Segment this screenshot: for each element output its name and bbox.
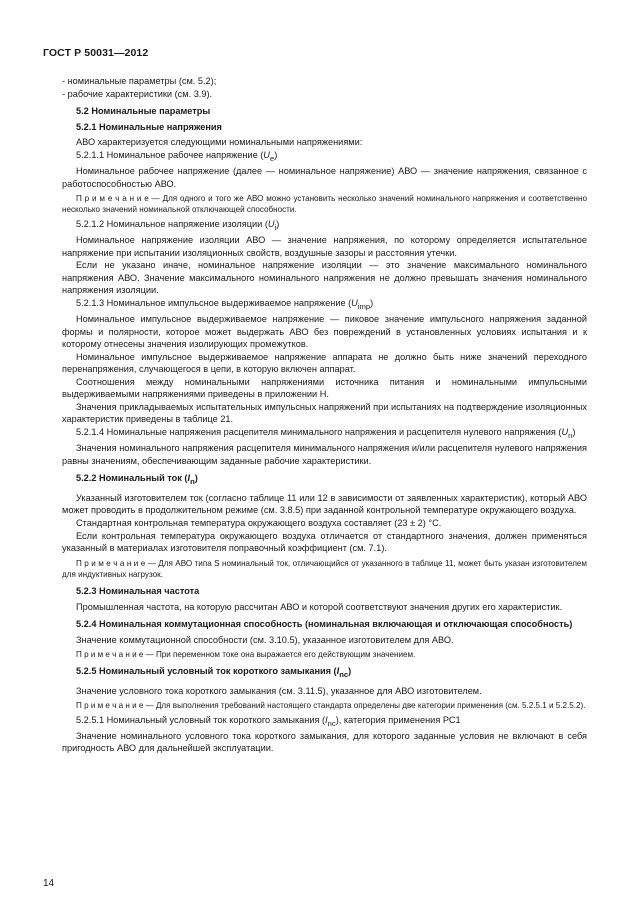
note: П р и м е ч а н и е — Для АВО типа S номинальный ток, отличающийся от указанного в таблице 11, может быть указан изготовителем для индуктивных нагрузок.	[62, 558, 587, 579]
subsection-heading: 5.2.3 Номинальная частота	[76, 586, 200, 596]
paragraph: Стандартная контрольная температура окружающего воздуха составляет (23 ± 2) °С.	[76, 517, 442, 528]
note: П р и м е ч а н и е — Для выполнения требований настоящего стандарта определены две категории применения (см. 5.2.5.1 и 5.2.5.2).	[76, 701, 586, 711]
clause-title: 5.2.1.1 Номинальное рабочее напряжение $(U_e)$	[76, 149, 278, 163]
paragraph: Значения номинального напряжения расцепителя минимального напряжения и/или расцепителя нулевого напряжения равны значениям, обеспечивающим заданные рабочие характеристики.	[62, 443, 587, 466]
note: П р и м е ч а н и е — Для одного и того же АВО можно установить несколько значений номинального напряжения и соответственно несколько значений номинальной отключающей способности.	[62, 194, 587, 215]
note: П р и м е ч а н и е — При переменном токе она выражается его действующим значением.	[76, 650, 416, 660]
list-item: - рабочие характеристики (см. 3.9).	[62, 88, 213, 99]
list-item: - номинальные параметры (см. 5.2);	[62, 76, 217, 86]
subsection-heading: 5.2.4 Номинальная коммутационная способность (номинальная включающая и отключающая способность)	[76, 619, 573, 630]
clause-title: 5.2.1.4 Номинальные напряжения расцепителя минимального напряжения и расцепителя нулевого напряжения $(U_n)$	[76, 427, 576, 440]
paragraph: Указанный изготовителем ток (согласно таблице 11 или 12 в зависимости от заявленных характеристик), который АВО может проводить в продолжительном режиме (см. 3.8.5) при заданной контрольной температуре окружающего воздуха.	[62, 492, 587, 516]
paragraph: Значение коммутационной способности (см. 3.10.5), указанное изготовителем для АВО.	[76, 634, 454, 645]
section-heading: 5.2 Номинальные параметры	[76, 106, 211, 117]
page-number: 14	[43, 878, 55, 889]
subsection-heading: 5.2.5 Номинальный условный ток короткого замыкания $(I_{nc})$	[76, 666, 352, 680]
clause-title: 5.2.5.1 Номинальный условный ток короткого замыкания $(I_{nc})$, категория применения РС1	[76, 714, 461, 728]
clause-title: 5.2.1.3 Номинальное импульсное выдерживаемое напряжение $(U_{imp})$	[76, 297, 374, 311]
document-body	[62, 75, 587, 755]
paragraph: Промышленная частота, на которую рассчитан АВО и которой соответствуют значения других его характеристик.	[76, 601, 563, 612]
paragraph: Номинальное рабочее напряжение (далее — номинальное напряжение) АВО — значение напряжения, связанное с работоспособностью АВО.	[62, 166, 587, 189]
paragraph: Значения прикладываемых испытательных импульсных напряжений при испытаниях на подтверждение изоляционных характеристик приведены в таблице 21.	[62, 401, 587, 425]
paragraph: Номинальное импульсное выдерживаемое напряжение аппарата не должно быть ниже значений переходного перенапряжения, случающегося в цепи, в которую включен аппарат.	[62, 351, 587, 375]
subsection-heading: 5.2.1 Номинальные напряжения	[76, 121, 222, 132]
paragraph: Значение номинального условного тока короткого замыкания, для которого заданные условия не включают в себя пригодность АВО для дальнейшей эксплуатации.	[62, 730, 587, 754]
paragraph: Если контрольная температура окружающего воздуха отличается от стандартного значения, должен применяться указанный в материалах изготовителя поправочный коэффициент (см. 7.1).	[62, 530, 587, 554]
paragraph: Соотношения между номинальными напряжениями источника питания и номинальными импульсными выдерживаемыми напряжениями приведены в приложении Н.	[62, 376, 587, 400]
clause-title: 5.2.1.2 Номинальное напряжение изоляции $(U_i)$	[76, 218, 280, 232]
paragraph: Если не указано иначе, номинальное напряжение изоляции — это значение максимального номинального напряжения АВО. Значение максимального номинального напряжения не должно превышать значения номинального напряжения изоляции.	[62, 260, 587, 296]
paragraph: Номинальное импульсное выдерживаемое напряжение — пиковое значение импульсного напряжения заданной формы и полярности, которое может выдержать АВО без повреждений в установленных условиях испытания и к которому отнесены значения изолирующих промежутков.	[62, 314, 587, 350]
subsection-heading: 5.2.2 Номинальный ток $(I_n)$	[76, 473, 198, 487]
paragraph: Значение условного тока короткого замыкания (см. 3.11.5), указанное для АВО изготовителем.	[76, 685, 482, 696]
paragraph: АВО характеризуется следующими номинальными напряжениями:	[76, 137, 363, 148]
paragraph: Номинальное напряжение изоляции АВО — значение напряжения, по которому определяется испытательное напряжение при испытании изоляционных свойств, воздушные зазоры и расстояния утечки.	[62, 234, 587, 258]
document-header: ГОСТ Р 50031—2012	[43, 47, 149, 59]
